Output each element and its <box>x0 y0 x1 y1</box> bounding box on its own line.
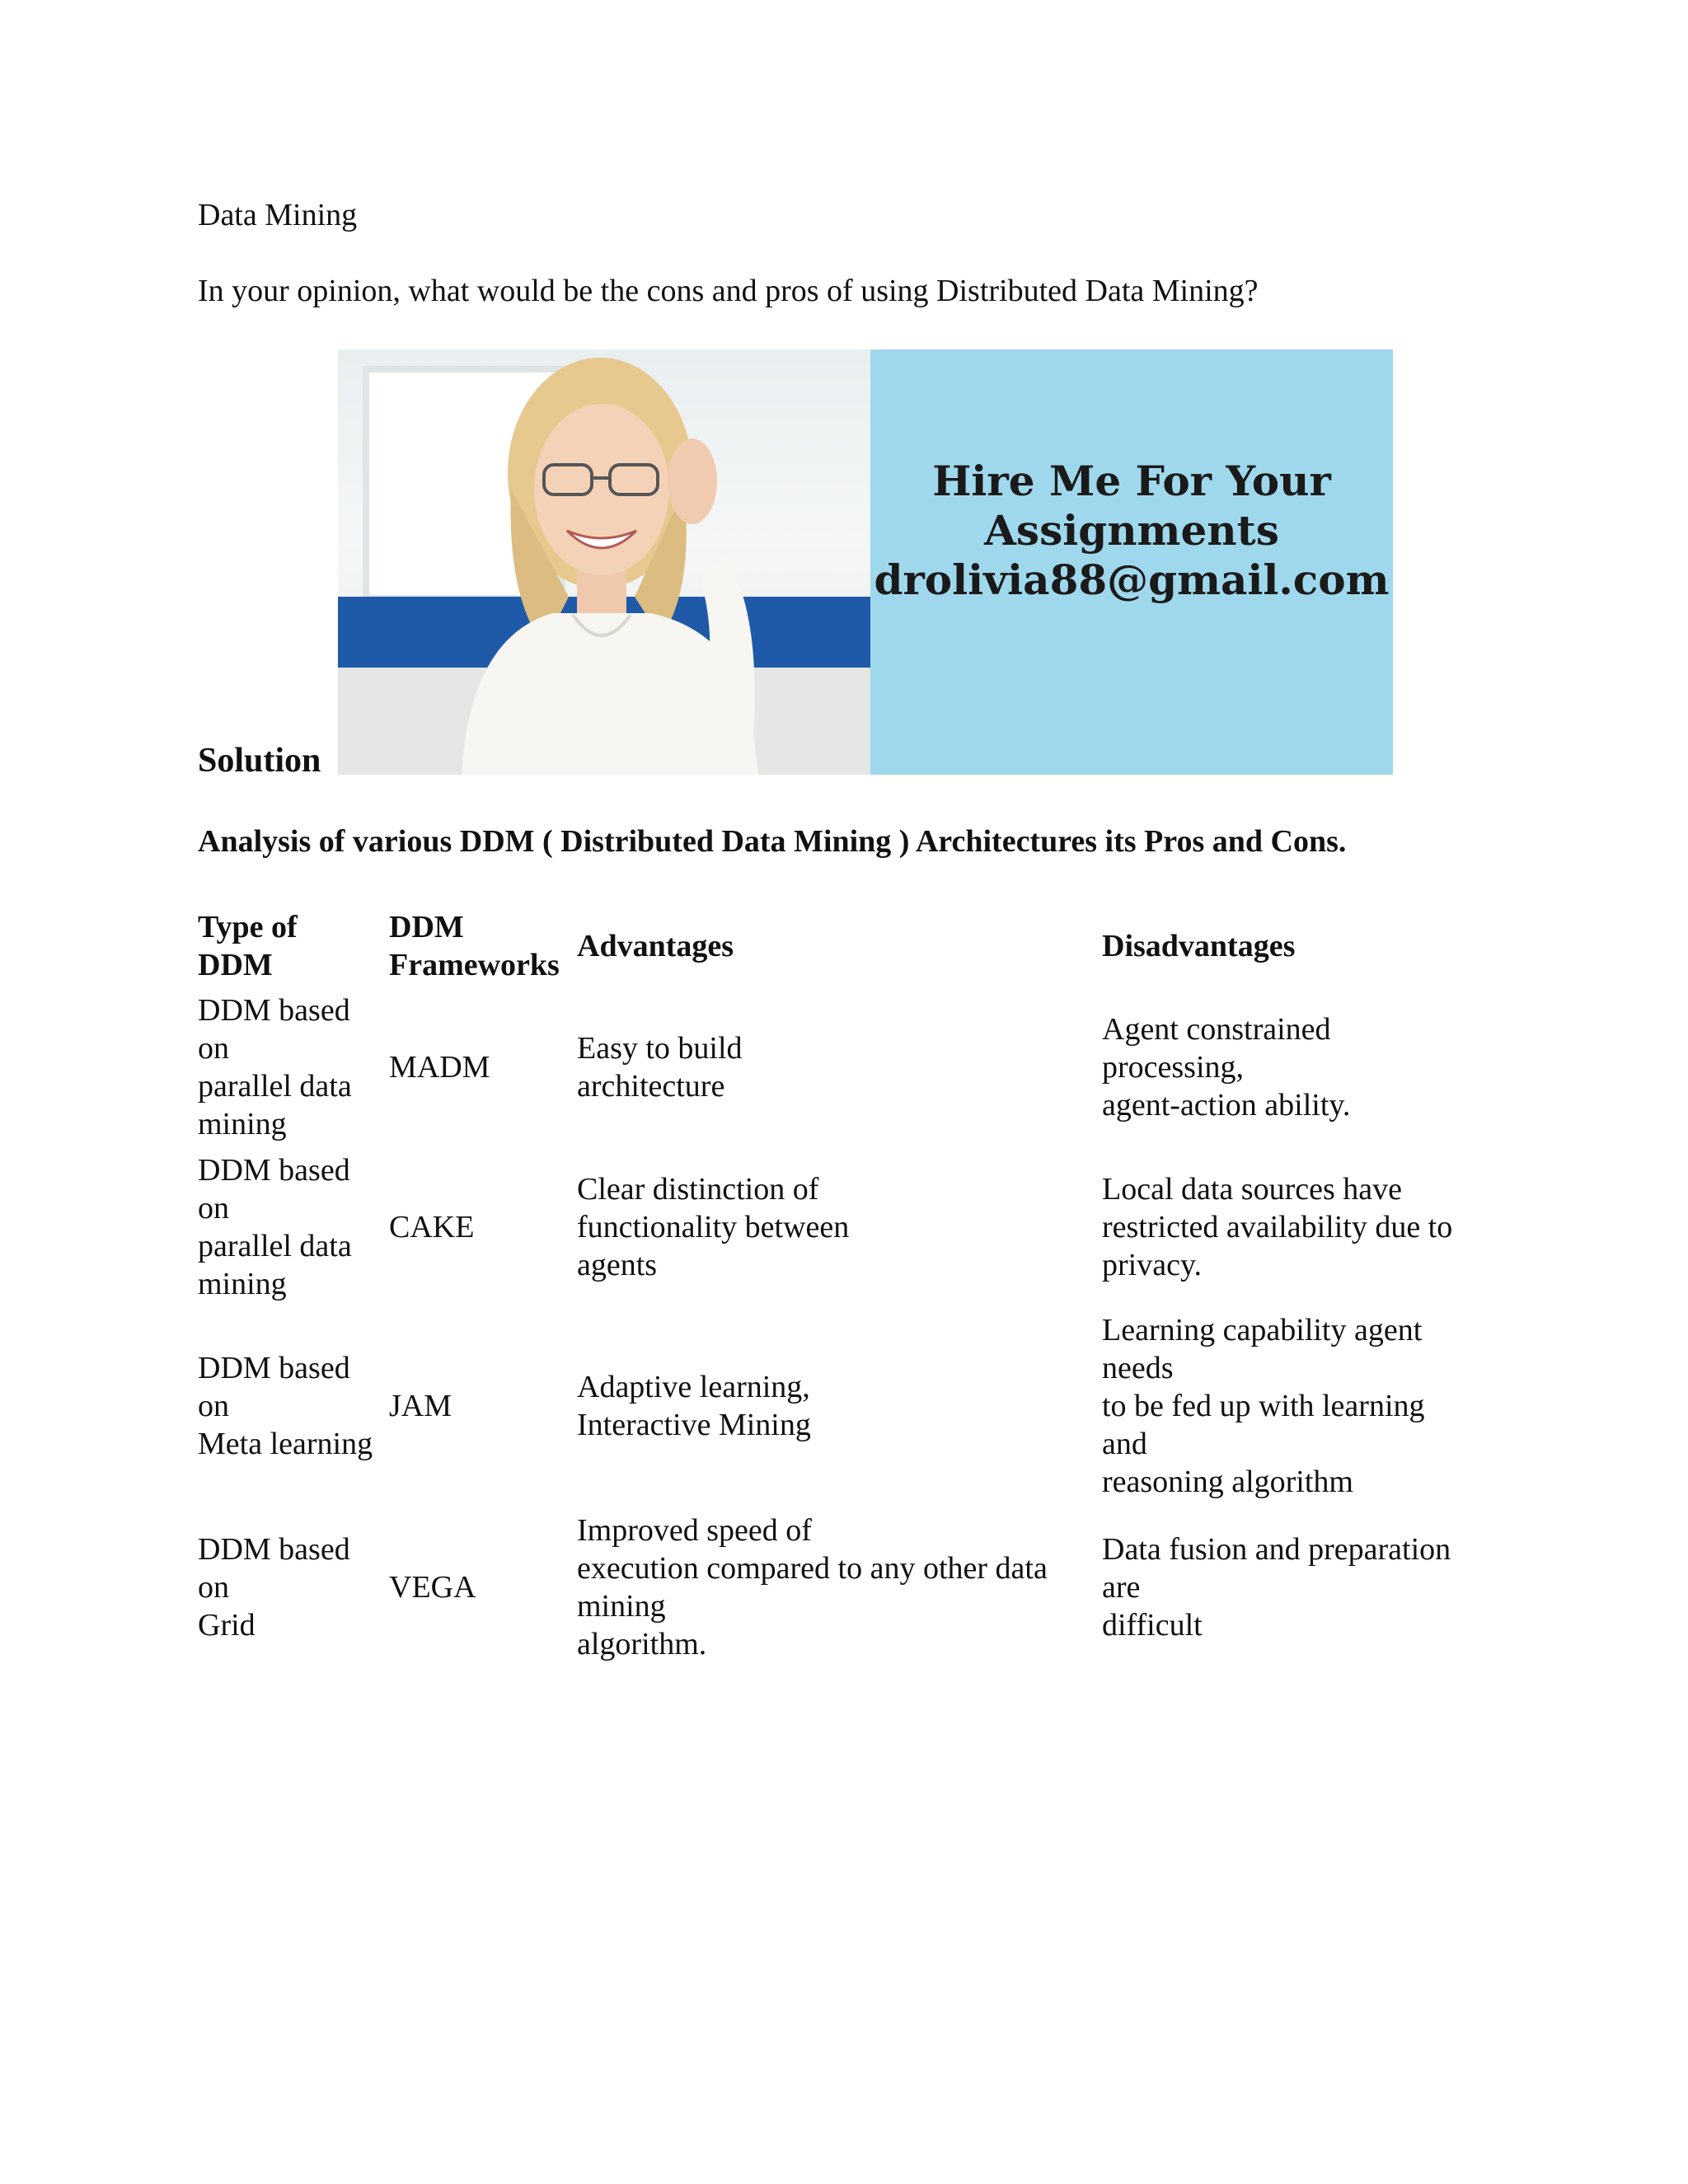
cell-disadvantages: Data fusion and preparation are difficult <box>1102 1532 1451 1643</box>
cell-framework: VEGA <box>389 1570 476 1605</box>
cell-disadvantages: Learning capability agent needs to be fed up with learning and reasoning algorithm <box>1102 1313 1425 1499</box>
cell-framework: MADM <box>389 1050 490 1085</box>
cell-advantages: Improved speed of execution compared to any other data mining algorithm. <box>577 1513 1048 1661</box>
woman-illustration <box>338 349 870 775</box>
subject-title: Data Mining <box>198 198 358 232</box>
table-row <box>198 987 1489 1147</box>
table-row <box>198 1307 1489 1505</box>
banner-line: Hire Me For Your <box>932 457 1331 505</box>
advert-banner <box>338 349 1393 775</box>
header-type: Type of DDM <box>198 910 298 982</box>
cell-type: DDM based on Grid <box>198 1532 350 1643</box>
table-row <box>198 1505 1489 1670</box>
analysis-heading: Analysis of various DDM ( Distributed Data Mining ) Architectures its Pros and Cons. <box>198 824 1347 859</box>
banner-email: drolivia88@gmail.com <box>874 555 1390 604</box>
cell-type: DDM based on Meta learning <box>198 1351 373 1461</box>
cell-framework: JAM <box>389 1389 452 1423</box>
cell-disadvantages: Local data sources have restricted availability due to privacy. <box>1102 1172 1453 1282</box>
question-text: In your opinion, what would be the cons and pros of using Distributed Data Mining? <box>198 274 1259 308</box>
cell-type: DDM based on parallel data mining <box>198 1153 352 1301</box>
cell-advantages: Adaptive learning, Interactive Mining <box>577 1370 811 1442</box>
table-header-row <box>198 905 1489 987</box>
header-disadvantages: Disadvantages <box>1102 929 1296 963</box>
header-advantages: Advantages <box>577 929 734 963</box>
cell-type: DDM based on parallel data mining <box>198 993 352 1141</box>
header-frameworks: DDM Frameworks <box>389 910 560 982</box>
banner-text-panel <box>870 349 1393 775</box>
cell-disadvantages: Agent constrained processing, agent-action ability. <box>1102 1012 1351 1122</box>
banner-photo <box>338 349 870 775</box>
ddm-comparison-table <box>198 905 1489 1670</box>
banner-text <box>870 457 1393 605</box>
table-row <box>198 1147 1489 1307</box>
cell-framework: CAKE <box>389 1210 475 1244</box>
cell-advantages: Easy to build architecture <box>577 1031 743 1104</box>
cell-advantages: Clear distinction of functionality between agents <box>577 1172 850 1282</box>
solution-heading: Solution <box>198 742 321 780</box>
banner-line: Assignments <box>984 506 1279 555</box>
